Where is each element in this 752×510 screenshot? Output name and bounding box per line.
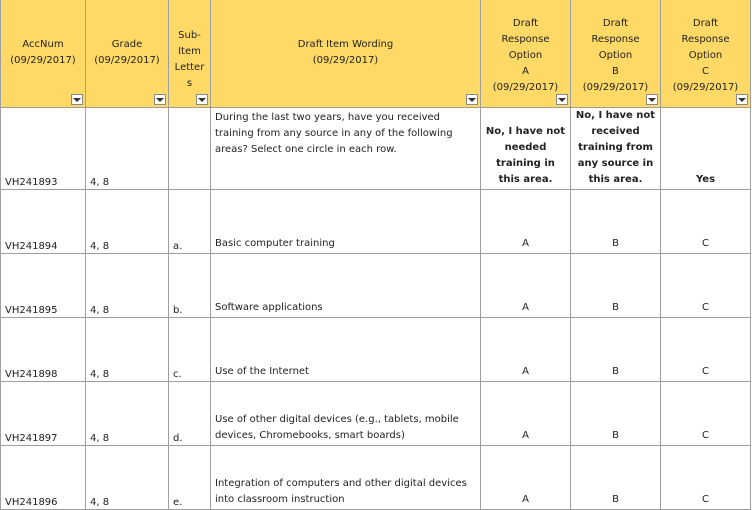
cell-grade[interactable]: 4, 8 <box>86 190 169 254</box>
header-item-wording[interactable] <box>211 0 481 108</box>
cell-option-b[interactable]: B <box>571 190 661 254</box>
table-row <box>1 254 751 318</box>
table-row <box>1 382 751 446</box>
filter-dropdown-icon[interactable] <box>736 94 748 105</box>
cell-grade[interactable]: 4, 8 <box>86 254 169 318</box>
header-row <box>1 0 751 108</box>
cell-option-a[interactable]: A <box>481 446 571 510</box>
cell-letter[interactable]: b. <box>169 254 211 318</box>
cell-accnum[interactable]: VH241895 <box>1 254 86 318</box>
cell-wording[interactable]: During the last two years, have you received training from any source in any of the following areas? Select one circle in each row. <box>211 108 481 190</box>
cell-option-b[interactable]: No, I have not received training from any source in this area. <box>571 108 661 190</box>
cell-grade[interactable]: 4, 8 <box>86 382 169 446</box>
header-wording-label: Draft Item Wording (09/29/2017) <box>297 39 394 66</box>
cell-accnum[interactable]: VH241896 <box>1 446 86 510</box>
header-option-b[interactable] <box>571 0 661 108</box>
cell-option-a[interactable]: A <box>481 190 571 254</box>
cell-letter[interactable] <box>169 108 211 190</box>
cell-option-a[interactable]: No, I have not needed training in this area. <box>481 108 571 190</box>
filter-dropdown-icon[interactable] <box>196 94 208 105</box>
filter-dropdown-icon[interactable] <box>646 94 658 105</box>
header-accnum[interactable] <box>1 0 86 108</box>
header-grade[interactable] <box>86 0 169 108</box>
filter-dropdown-icon[interactable] <box>71 94 83 105</box>
table-row <box>1 446 751 510</box>
header-option-a-label: Draft Response Option A (09/29/2017) <box>492 18 559 93</box>
cell-accnum[interactable]: VH241893 <box>1 108 86 190</box>
cell-wording[interactable]: Use of the Internet <box>211 318 481 382</box>
cell-accnum[interactable]: VH241894 <box>1 190 86 254</box>
cell-option-a[interactable]: A <box>481 382 571 446</box>
cell-letter[interactable]: c. <box>169 318 211 382</box>
header-option-b-label: Draft Response Option B (09/29/2017) <box>582 18 649 93</box>
cell-grade[interactable]: 4, 8 <box>86 318 169 382</box>
header-option-c[interactable] <box>661 0 751 108</box>
cell-option-c[interactable]: C <box>661 382 751 446</box>
table-row <box>1 190 751 254</box>
cell-option-a[interactable]: A <box>481 254 571 318</box>
cell-option-c[interactable]: C <box>661 254 751 318</box>
header-option-c-label: Draft Response Option C (09/29/2017) <box>672 18 739 93</box>
table-row <box>1 318 751 382</box>
cell-option-b[interactable]: B <box>571 318 661 382</box>
table-row <box>1 108 751 190</box>
cell-option-b[interactable]: B <box>571 382 661 446</box>
cell-accnum[interactable]: VH241898 <box>1 318 86 382</box>
filter-dropdown-icon[interactable] <box>556 94 568 105</box>
cell-wording[interactable]: Integration of computers and other digital devices into classroom instruction <box>211 446 481 510</box>
cell-option-a[interactable]: A <box>481 318 571 382</box>
cell-accnum[interactable]: VH241897 <box>1 382 86 446</box>
cell-wording[interactable]: Basic computer training <box>211 190 481 254</box>
filter-dropdown-icon[interactable] <box>154 94 166 105</box>
cell-option-c[interactable]: C <box>661 190 751 254</box>
cell-wording[interactable]: Software applications <box>211 254 481 318</box>
filter-dropdown-icon[interactable] <box>466 94 478 105</box>
header-subitem-label: Sub- Item Letter s <box>174 29 205 89</box>
cell-letter[interactable]: a. <box>169 190 211 254</box>
cell-option-b[interactable]: B <box>571 254 661 318</box>
header-accnum-label: AccNum (09/29/2017) <box>10 39 76 66</box>
cell-letter[interactable]: d. <box>169 382 211 446</box>
cell-grade[interactable]: 4, 8 <box>86 108 169 190</box>
cell-grade[interactable]: 4, 8 <box>86 446 169 510</box>
header-option-a[interactable] <box>481 0 571 108</box>
cell-letter[interactable]: e. <box>169 446 211 510</box>
header-grade-label: Grade (09/29/2017) <box>94 39 160 66</box>
cell-option-c[interactable]: C <box>661 446 751 510</box>
cell-wording[interactable]: Use of other digital devices (e.g., tablets, mobile devices, Chromebooks, smart boards) <box>211 382 481 446</box>
header-subitem-letters[interactable] <box>169 0 211 108</box>
cell-option-c[interactable]: C <box>661 318 751 382</box>
cell-option-c[interactable]: Yes <box>661 108 751 190</box>
cell-option-b[interactable]: B <box>571 446 661 510</box>
